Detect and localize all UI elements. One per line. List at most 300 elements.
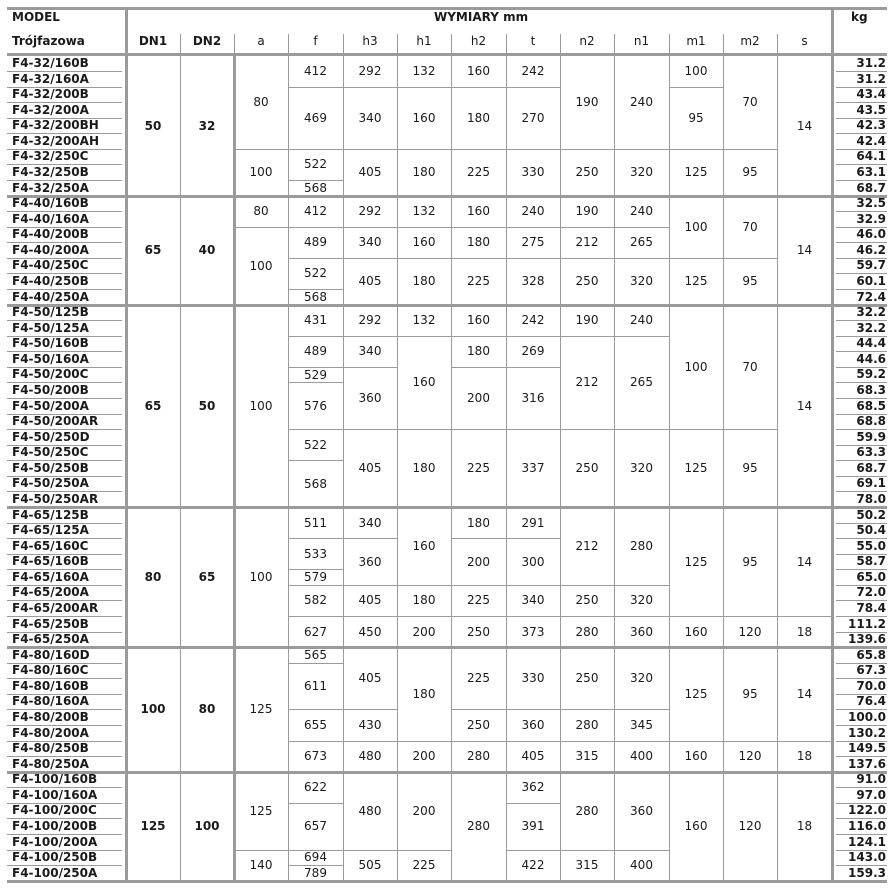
column-divider	[614, 34, 615, 54]
model-name: F4-50/200A	[12, 398, 89, 413]
cell-s: 18	[796, 819, 813, 834]
cell-f: 522	[304, 157, 327, 172]
column-header-m1: m1	[686, 34, 706, 48]
weight-kg: 137.6	[848, 756, 886, 771]
cell-a: 125	[249, 702, 273, 717]
column-divider	[723, 34, 724, 54]
cell-n1: 320	[630, 165, 653, 180]
cell-t: 337	[521, 461, 545, 476]
model-name: F4-40/160A	[12, 211, 89, 226]
cell-dn1: 125	[140, 819, 166, 834]
column-header-t: t	[530, 34, 536, 48]
cell-h2: 180	[467, 235, 490, 250]
cell-m1: 125	[684, 554, 708, 569]
column-header-h2: h2	[470, 34, 487, 48]
weight-kg: 124.1	[848, 834, 886, 849]
weight-kg: 76.4	[856, 694, 886, 709]
cell-t: 422	[521, 858, 545, 873]
cell-a: 80	[253, 95, 269, 110]
cell-h3: 405	[358, 593, 382, 608]
cell-s: 18	[796, 624, 813, 639]
cell-f: 469	[304, 110, 327, 125]
cell-h3: 405	[358, 671, 382, 686]
weight-kg: 55.0	[856, 538, 886, 553]
weight-kg: 32.9	[856, 211, 886, 226]
cell-f: 579	[304, 570, 327, 585]
cell-t: 330	[521, 165, 545, 180]
cell-n1: 320	[630, 671, 653, 686]
cell-s: 14	[796, 243, 813, 258]
cell-n1: 280	[630, 538, 653, 553]
cell-h3: 405	[358, 165, 382, 180]
model-name: F4-32/200A	[12, 102, 89, 117]
cell-t: 373	[521, 624, 545, 639]
column-header-s: s	[801, 34, 808, 48]
cell-n2: 250	[575, 461, 599, 476]
model-name: F4-65/125A	[12, 523, 89, 538]
cell-n2: 212	[575, 235, 599, 250]
header-model: MODEL	[12, 10, 60, 24]
weight-kg: 159.3	[848, 865, 886, 880]
weight-kg: 68.7	[856, 180, 886, 195]
cell-f: 511	[304, 515, 327, 530]
weight-kg: 42.3	[856, 118, 886, 133]
weight-kg: 50.2	[856, 507, 886, 522]
model-name: F4-50/200AR	[12, 414, 99, 429]
cell-n2: 190	[575, 204, 599, 219]
cell-a: 125	[249, 803, 273, 818]
cell-h1: 180	[412, 686, 436, 701]
cell-n2: 315	[575, 749, 599, 764]
weight-kg: 60.1	[856, 273, 886, 288]
model-name: F4-32/250A	[12, 180, 89, 195]
column-header-h3: h3	[362, 34, 378, 48]
model-name: F4-32/160A	[12, 71, 89, 86]
cell-h3: 450	[358, 624, 382, 639]
model-name: F4-80/250B	[12, 741, 89, 756]
model-name: F4-65/200A	[12, 585, 89, 600]
model-name: F4-40/250C	[12, 258, 89, 273]
column-divider	[234, 34, 235, 54]
cell-f: 789	[304, 865, 327, 880]
cell-m1: 100	[684, 219, 708, 234]
weight-kg: 32.5	[856, 196, 886, 211]
cell-n1: 360	[630, 624, 653, 639]
model-name: F4-80/160D	[12, 647, 90, 662]
cell-m2: 120	[738, 624, 762, 639]
weight-kg: 32.2	[856, 320, 886, 335]
cell-m2: 70	[742, 95, 758, 110]
column-header-m2: m2	[740, 34, 760, 48]
cell-n2: 212	[575, 538, 599, 553]
model-name: F4-32/250B	[12, 164, 89, 179]
weight-kg: 67.3	[856, 663, 886, 678]
weight-kg: 70.0	[856, 678, 886, 693]
cell-s: 14	[796, 118, 813, 133]
model-name: F4-40/160B	[12, 196, 89, 211]
column-divider	[343, 34, 344, 54]
cell-h3: 505	[358, 858, 382, 873]
cell-f: 568	[304, 476, 327, 491]
weight-kg: 42.4	[856, 133, 886, 148]
header-type: Trójfazowa	[12, 34, 85, 48]
cell-t: 328	[521, 274, 545, 289]
cell-f: 657	[304, 819, 327, 834]
cell-h3: 360	[358, 391, 382, 406]
model-name: F4-50/250D	[12, 429, 90, 444]
cell-h1: 200	[412, 803, 436, 818]
model-name: F4-65/160A	[12, 569, 89, 584]
header-dimensions: WYMIARY mm	[434, 10, 529, 24]
model-name: F4-100/200C	[12, 803, 97, 818]
cell-n1: 240	[630, 95, 653, 110]
cell-f: 533	[304, 546, 327, 561]
cell-f: 522	[304, 437, 327, 452]
model-name: F4-65/250B	[12, 616, 89, 631]
cell-n2: 250	[575, 671, 599, 686]
weight-kg: 72.0	[856, 585, 886, 600]
cell-h2: 250	[467, 718, 490, 732]
cell-dn1: 65	[144, 398, 162, 413]
cell-h3: 405	[358, 461, 382, 476]
cell-n2: 190	[575, 95, 599, 110]
cell-t: 242	[521, 64, 545, 79]
cell-dn2: 40	[198, 243, 216, 258]
cell-m1: 100	[684, 64, 708, 79]
cell-h2: 180	[467, 515, 490, 530]
cell-m2: 120	[738, 819, 762, 834]
weight-kg: 31.2	[856, 71, 886, 86]
weight-kg: 143.0	[848, 850, 886, 865]
cell-t: 291	[521, 515, 545, 530]
model-name: F4-32/200B	[12, 87, 89, 102]
weight-kg: 69.1	[856, 476, 886, 491]
cell-h2: 180	[467, 344, 490, 359]
column-divider	[560, 34, 561, 54]
model-name: F4-32/250C	[12, 149, 89, 164]
cell-f: 627	[304, 624, 327, 639]
cell-n1: 240	[630, 313, 653, 328]
weight-kg: 122.0	[848, 803, 886, 818]
cell-a: 100	[249, 165, 273, 180]
model-name: F4-100/200B	[12, 818, 98, 833]
column-divider	[506, 34, 507, 54]
cell-n2: 250	[575, 274, 599, 289]
weight-kg: 91.0	[856, 772, 886, 787]
weight-kg: 97.0	[856, 787, 886, 802]
cell-dn1: 100	[140, 702, 166, 717]
cell-n2: 280	[575, 718, 599, 732]
cell-s: 14	[796, 686, 813, 701]
weight-kg: 32.2	[856, 305, 886, 320]
cell-t: 362	[521, 780, 545, 795]
model-name: F4-100/250A	[12, 865, 98, 880]
model-name: F4-65/160B	[12, 554, 89, 569]
cell-n1: 345	[630, 718, 653, 732]
weight-kg: 116.0	[848, 818, 886, 833]
model-name: F4-32/200AH	[12, 133, 99, 148]
cell-h1: 180	[412, 461, 436, 476]
model-name: F4-80/160C	[12, 663, 89, 678]
cell-n1: 400	[630, 749, 653, 764]
column-header-dn1: DN1	[138, 34, 168, 48]
weight-kg: 44.6	[856, 351, 886, 366]
model-name: F4-32/200BH	[12, 118, 99, 133]
cell-h3: 292	[358, 313, 382, 328]
cell-h1: 160	[412, 375, 436, 390]
model-name: F4-50/160A	[12, 351, 89, 366]
model-name: F4-50/250A	[12, 476, 89, 491]
cell-h2: 250	[467, 624, 490, 639]
weight-kg: 43.5	[856, 102, 886, 117]
cell-t: 242	[521, 313, 545, 328]
cell-m1: 95	[688, 110, 704, 125]
cell-f: 673	[304, 749, 327, 764]
cell-t: 270	[521, 110, 545, 125]
cell-h2: 225	[467, 671, 490, 686]
weight-kg: 58.7	[856, 554, 886, 569]
cell-a: 140	[249, 858, 273, 873]
cell-m2: 70	[742, 219, 758, 234]
model-name: F4-50/200C	[12, 367, 89, 382]
cell-a: 80	[253, 204, 269, 219]
cell-h3: 405	[358, 274, 382, 289]
cell-f: 611	[304, 679, 327, 694]
cell-dn2: 80	[198, 702, 216, 717]
cell-n1: 265	[630, 235, 653, 250]
model-name: F4-80/250A	[12, 756, 89, 771]
cell-h2: 280	[467, 819, 490, 834]
cell-t: 340	[521, 593, 545, 608]
cell-m2: 70	[742, 359, 758, 374]
cell-t: 405	[521, 749, 545, 764]
column-divider	[288, 34, 289, 54]
cell-n1: 360	[630, 803, 653, 818]
cell-n2: 280	[575, 624, 599, 639]
weight-kg: 46.0	[856, 227, 886, 242]
cell-n1: 320	[630, 593, 653, 608]
model-name: F4-32/160B	[12, 56, 89, 70]
column-divider	[669, 34, 670, 54]
cell-f: 489	[304, 344, 327, 359]
model-name: F4-65/160C	[12, 538, 89, 553]
model-name: F4-100/160A	[12, 787, 98, 802]
cell-f: 582	[304, 593, 327, 608]
cell-t: 300	[521, 554, 545, 569]
cell-m1: 125	[684, 461, 708, 476]
model-name: F4-80/160B	[12, 678, 89, 693]
cell-s: 14	[796, 398, 813, 413]
cell-dn2: 65	[198, 570, 216, 585]
cell-h3: 480	[358, 803, 382, 818]
cell-h3: 340	[358, 235, 382, 250]
cell-h2: 225	[467, 165, 490, 180]
cell-dn1: 50	[144, 118, 162, 133]
weight-kg: 68.8	[856, 414, 886, 429]
weight-kg: 111.2	[848, 616, 886, 631]
model-name: F4-65/200AR	[12, 600, 99, 615]
cell-f: 568	[304, 289, 327, 304]
cell-h1: 180	[412, 165, 436, 180]
cell-s: 18	[796, 749, 813, 764]
cell-n2: 190	[575, 313, 599, 328]
model-name: F4-40/200B	[12, 227, 89, 242]
cell-h1: 200	[412, 749, 436, 764]
cell-h3: 340	[358, 344, 382, 359]
column-header-h1: h1	[416, 34, 432, 48]
cell-dn2: 100	[194, 819, 220, 834]
cell-f: 576	[304, 398, 327, 413]
cell-t: 275	[521, 235, 545, 250]
cell-dn1: 65	[144, 243, 162, 258]
weight-kg: 100.0	[848, 709, 886, 724]
cell-m1: 160	[684, 819, 708, 834]
cell-f: 489	[304, 235, 327, 250]
column-header-n1: n1	[633, 34, 650, 48]
cell-h1: 160	[412, 110, 436, 125]
cell-h1: 132	[412, 204, 436, 219]
cell-f: 412	[304, 64, 327, 79]
cell-t: 240	[521, 204, 545, 219]
column-header-a: a	[257, 34, 265, 48]
cell-n2: 315	[575, 858, 599, 873]
model-name: F4-65/125B	[12, 507, 89, 522]
cell-t: 360	[521, 718, 545, 732]
cell-m1: 100	[684, 359, 708, 374]
column-divider	[180, 34, 181, 54]
cell-a: 100	[249, 398, 273, 413]
model-name: F4-80/160A	[12, 694, 89, 709]
weight-kg: 72.4	[856, 289, 886, 304]
cell-f: 694	[304, 850, 327, 865]
model-name: F4-80/200A	[12, 725, 89, 740]
column-header-f: f	[313, 34, 318, 48]
cell-h3: 430	[358, 718, 382, 732]
weight-kg: 59.2	[856, 367, 886, 382]
cell-f: 529	[304, 367, 327, 382]
cell-h2: 180	[467, 110, 490, 125]
model-name: F4-50/250B	[12, 460, 89, 475]
weight-kg: 63.1	[856, 164, 886, 179]
cell-t: 316	[521, 391, 545, 406]
cell-h2: 225	[467, 274, 490, 289]
cell-h1: 200	[412, 624, 436, 639]
cell-f: 522	[304, 266, 327, 281]
model-name: F4-50/200B	[12, 382, 89, 397]
cell-h3: 292	[358, 204, 382, 219]
cell-h1: 180	[412, 593, 436, 608]
cell-h3: 340	[358, 515, 382, 530]
weight-kg: 68.5	[856, 398, 886, 413]
cell-m1: 160	[684, 749, 708, 764]
cell-h1: 180	[412, 274, 436, 289]
weight-kg: 44.4	[856, 336, 886, 351]
weight-kg: 43.4	[856, 87, 886, 102]
cell-m1: 125	[684, 274, 708, 289]
model-name: F4-50/250C	[12, 445, 89, 460]
weight-kg: 31.2	[856, 56, 886, 70]
cell-a: 100	[249, 258, 273, 273]
model-name: F4-80/200B	[12, 709, 89, 724]
weight-kg: 59.9	[856, 429, 886, 444]
cell-m1: 125	[684, 686, 708, 701]
weight-kg: 63.3	[856, 445, 886, 460]
cell-n2: 250	[575, 165, 599, 180]
weight-kg: 68.7	[856, 460, 886, 475]
cell-m2: 95	[742, 461, 758, 476]
cell-m2: 95	[742, 274, 758, 289]
cell-n2: 212	[575, 375, 599, 390]
model-name: F4-40/250B	[12, 273, 89, 288]
cell-m1: 125	[684, 165, 708, 180]
cell-h3: 340	[358, 110, 382, 125]
cell-a: 100	[249, 570, 273, 585]
model-name: F4-50/250AR	[12, 491, 99, 506]
weight-kg: 50.4	[856, 523, 886, 538]
cell-dn1: 80	[144, 570, 162, 585]
weight-kg: 68.3	[856, 382, 886, 397]
column-divider	[397, 34, 398, 54]
cell-t: 330	[521, 671, 545, 686]
cell-h2: 200	[467, 554, 490, 569]
cell-m1: 160	[684, 624, 708, 639]
cell-m2: 95	[742, 554, 758, 569]
weight-kg: 59.7	[856, 258, 886, 273]
cell-n1: 240	[630, 204, 653, 219]
weight-kg: 139.6	[848, 632, 886, 647]
cell-h1: 132	[412, 64, 436, 79]
cell-h3: 292	[358, 64, 382, 79]
cell-f: 655	[304, 718, 327, 732]
cell-h1: 160	[412, 538, 436, 553]
model-name: F4-50/125A	[12, 320, 89, 335]
cell-f: 622	[304, 780, 327, 795]
cell-h1: 132	[412, 313, 436, 328]
cell-t: 391	[521, 819, 545, 834]
cell-f: 412	[304, 204, 327, 219]
cell-dn2: 32	[198, 118, 216, 133]
cell-h2: 160	[467, 64, 490, 79]
cell-h3: 480	[358, 749, 382, 764]
cell-n2: 250	[575, 593, 599, 608]
cell-n1: 265	[630, 375, 653, 390]
cell-h3: 360	[358, 554, 382, 569]
weight-kg: 65.0	[856, 569, 886, 584]
cell-h1: 160	[412, 235, 436, 250]
weight-kg: 64.1	[856, 149, 886, 164]
model-name: F4-40/250A	[12, 289, 89, 304]
cell-f: 565	[304, 647, 327, 662]
model-name: F4-50/125B	[12, 305, 89, 320]
model-name: F4-100/250B	[12, 850, 98, 865]
model-name: F4-100/200A	[12, 834, 98, 849]
cell-n1: 400	[630, 858, 653, 873]
cell-n1: 320	[630, 274, 653, 289]
weight-kg: 65.8	[856, 647, 886, 662]
model-name: F4-100/160B	[12, 772, 98, 787]
weight-kg: 78.0	[856, 491, 886, 506]
cell-h2: 280	[467, 749, 490, 764]
model-name: F4-50/160B	[12, 336, 89, 351]
cell-h2: 160	[467, 313, 490, 328]
column-header-dn2: DN2	[192, 34, 222, 48]
cell-dn2: 50	[198, 398, 216, 413]
weight-kg: 78.4	[856, 600, 886, 615]
cell-f: 568	[304, 180, 327, 195]
cell-h2: 160	[467, 204, 490, 219]
header-weight: kg	[851, 10, 868, 24]
model-name: F4-65/250A	[12, 632, 89, 647]
